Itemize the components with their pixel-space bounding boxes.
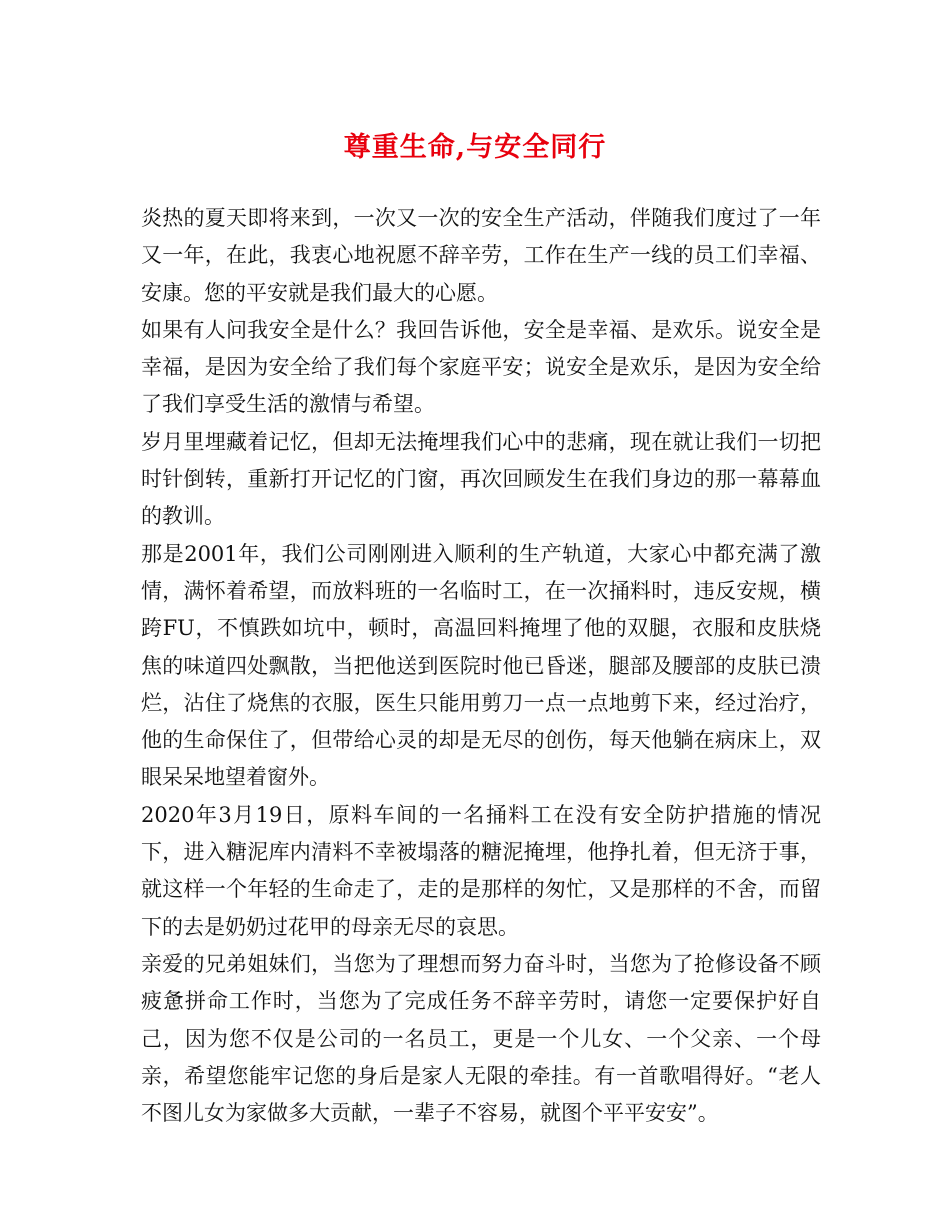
document-body: [141, 200, 821, 1132]
paragraph-1: 炎热的夏天即将来到，一次又一次的安全生产活动，伴随我们度过了一年又一年，在此，我衷心地祝愿不辞辛劳，工作在生产一线的员工们幸福、安康。您的平安就是我们最大的心愿。: [141, 206, 821, 305]
paragraph-3: 岁月里埋藏着记忆，但却无法掩埋我们心中的悲痛，现在就让我们一切把时针倒转，重新打开记忆的门窗，再次回顾发生在我们身边的那一幕幕血的教训。: [141, 429, 821, 529]
paragraph-6: 亲爱的兄弟姐妹们，当您为了理想而努力奋斗时，当您为了抢修设备不顾疲惫拼命工作时，当您为了完成任务不辞辛劳时，请您一定要保护好自己，因为您不仅是公司的一名员工，更是一个儿女、一个父亲、一个母亲，希望您能牢记您的身后是家人无限的牵挂。有一首歌唱得好。“老人不图儿女为家做多大贡献，一辈子不容易，就图个平平安安”。: [141, 951, 821, 1126]
document-title: 尊重生命,与安全同行: [343, 132, 607, 163]
paragraph-2: 如果有人问我安全是什么？我回告诉他，安全是幸福、是欢乐。说安全是幸福，是因为安全给了我们每个家庭平安；说安全是欢乐，是因为安全给了我们享受生活的激情与希望。: [141, 317, 821, 417]
paragraph-4: 那是2001年，我们公司刚刚进入顺利的生产轨道，大家心中都充满了激情，满怀着希望，而放料班的一名临时工，在一次捅料时，违反安规，横跨FU，不慎跌如坑中，顿时，高温回料掩埋了他的双腿，衣服和皮肤烧焦的味道四处飘散，当把他送到医院时他已昏迷，腿部及腰部的皮肤已溃烂，沾住了烧焦的衣服，医生只能用剪刀一点一点地剪下来，经过治疗，他的生命保住了，但带给心灵的却是无尽的创伤，每天他躺在病床上，双眼呆呆地望着窗外。: [141, 541, 821, 790]
paragraph-5: 2020年3月19日，原料车间的一名捅料工在没有安全防护措施的情况下，进入糖泥库内清料不幸被塌落的糖泥掩埋，他挣扎着，但无济于事，就这样一个年轻的生命走了，走的是那样的匆忙，又是那样的不舍，而留下的去是奶奶过花甲的母亲无尽的哀思。: [141, 802, 821, 939]
